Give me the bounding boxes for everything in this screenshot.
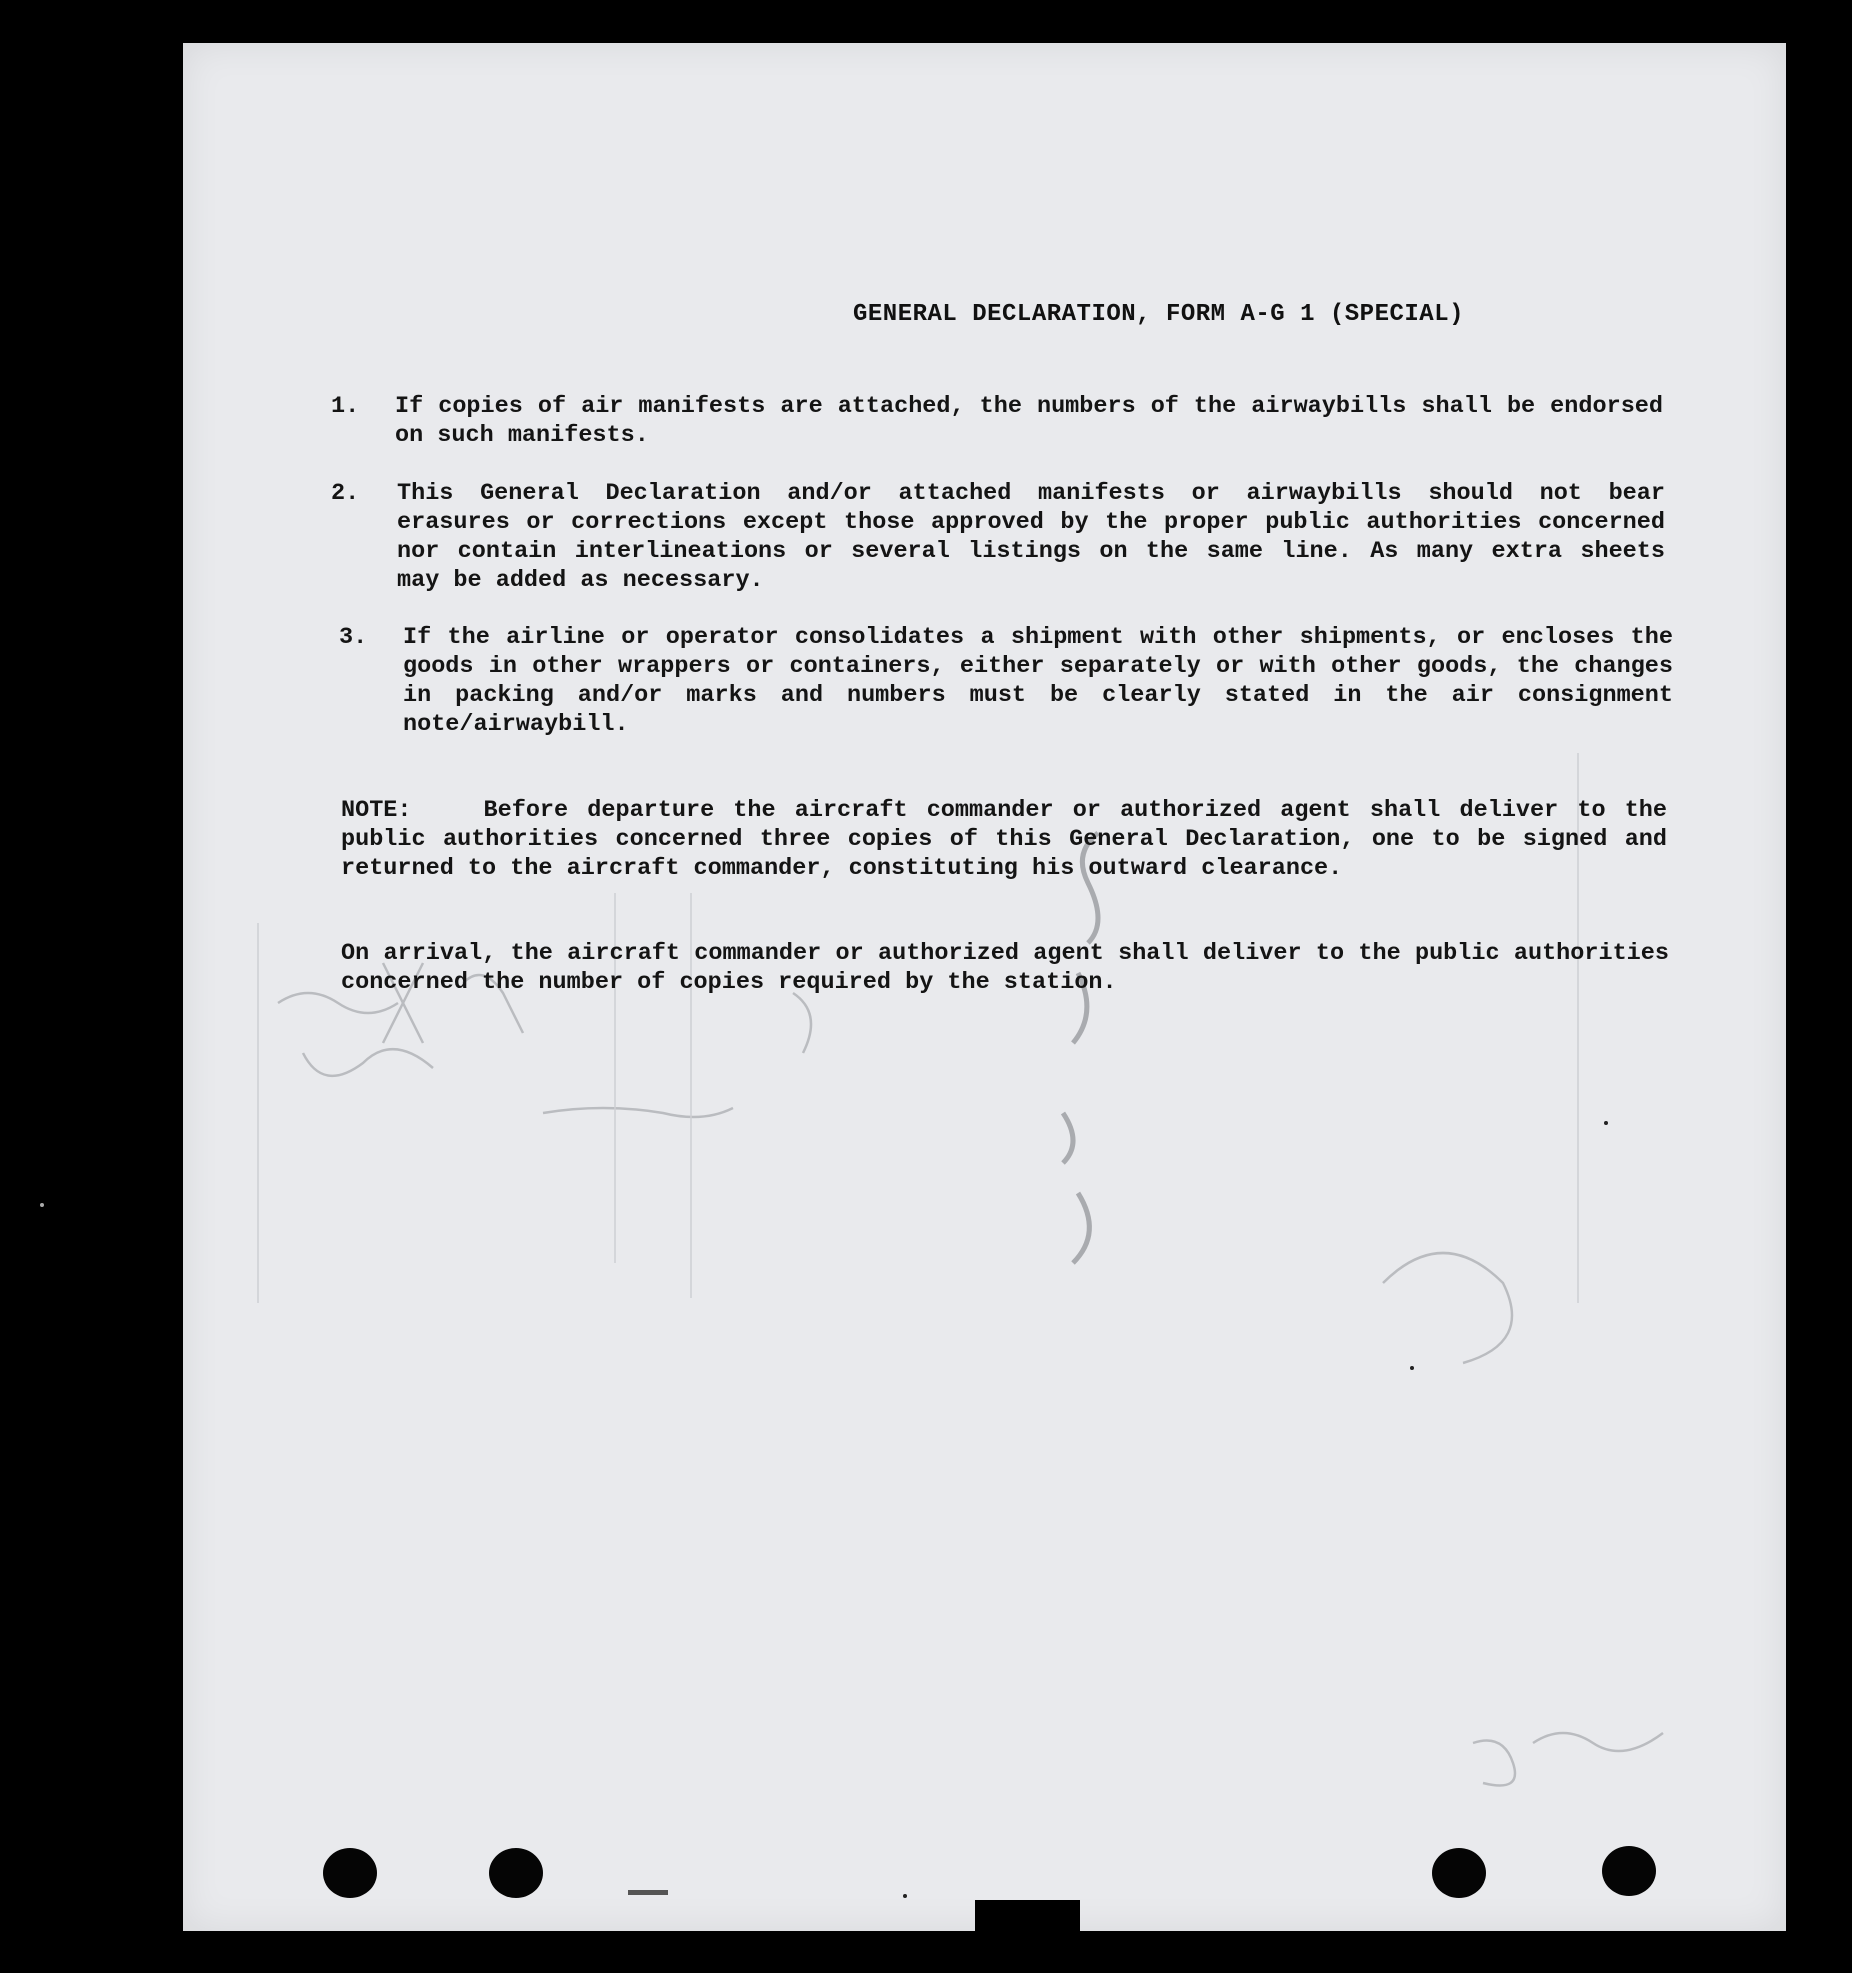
- punch-hole-4: [1602, 1846, 1656, 1896]
- edge-mark: [628, 1890, 668, 1895]
- speck: [1410, 1366, 1414, 1370]
- punch-hole-2: [489, 1848, 543, 1898]
- note-label: NOTE:: [341, 797, 412, 824]
- binder-clip: [975, 1900, 1080, 1938]
- speck: [1604, 1121, 1608, 1125]
- item-1-text: If copies of air manifests are attached, the numbers of the airwaybills shall be endorsed on such manifests.: [395, 393, 1663, 449]
- speck: [903, 1894, 907, 1898]
- item-2-number: 2.: [331, 480, 360, 507]
- arrival-paragraph: On arrival, the aircraft commander or authorized agent shall deliver to the public authorities concerned the number of copies required by the station.: [341, 940, 1669, 996]
- item-3-text: If the airline or operator consolidates a shipment with other shipments, or encloses the goods in other wrappers or containers, either separately or with other goods, the changes in packing and/or marks and numbers must be clearly stated in the air consignment note/airwaybill.: [403, 624, 1673, 738]
- item-2-text: This General Declaration and/or attached manifests or airwaybills should not bear erasures or corrections except those approved by the proper public authorities concerned nor contain interlineations or several listings on the same line. As many extra sheets may be added as necessary.: [397, 480, 1665, 594]
- note-paragraph: [341, 796, 1667, 883]
- item-3-number: 3.: [339, 624, 368, 651]
- paper-sheet: [183, 43, 1786, 1931]
- punch-hole-3: [1432, 1848, 1486, 1898]
- page-title: GENERAL DECLARATION, FORM A-G 1 (SPECIAL): [853, 301, 1464, 328]
- speck: [40, 1203, 44, 1207]
- item-1-number: 1.: [331, 393, 360, 420]
- note-text: Before departure the aircraft commander or authorized agent shall deliver to the public authorities concerned three copies of this General Declaration, one to be signed and returned to the aircraft commander, constituting his outward clearance.: [341, 797, 1667, 882]
- punch-hole-1: [323, 1848, 377, 1898]
